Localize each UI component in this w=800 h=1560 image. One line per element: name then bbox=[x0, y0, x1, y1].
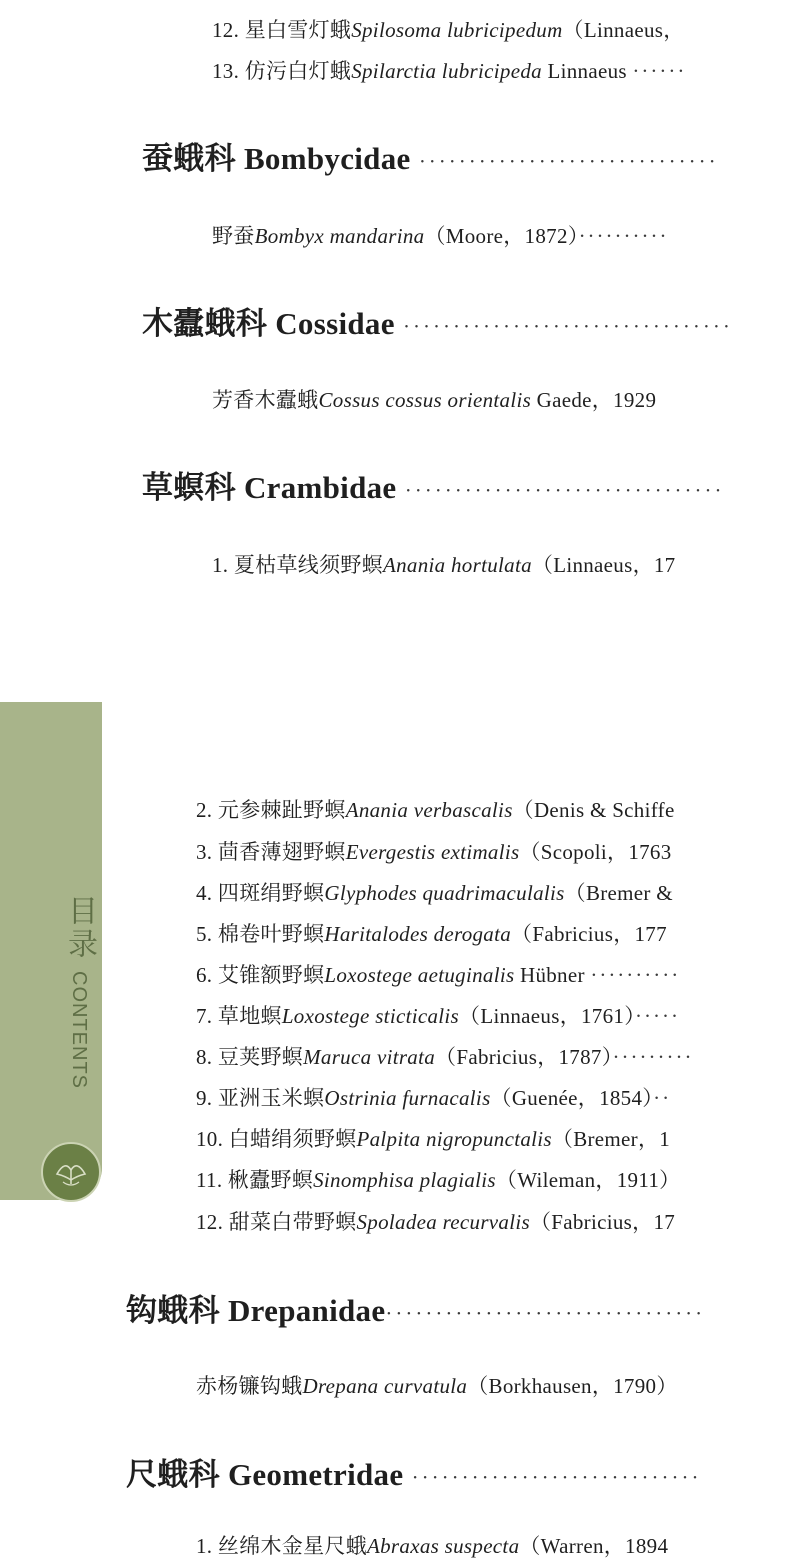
species-entry bbox=[196, 1530, 800, 1560]
entry-author: （Wileman，1911） bbox=[495, 1168, 681, 1192]
entry-author: （Linnaeus，17 bbox=[531, 553, 676, 577]
entry-prefix: 8. 豆荚野螟 bbox=[196, 1045, 304, 1069]
species-entry bbox=[196, 877, 800, 907]
entry-prefix: 13. 仿污白灯蛾 bbox=[212, 59, 352, 83]
entry-author: （Moore，1872） bbox=[424, 224, 579, 248]
entry-author: （Scopoli，1763 bbox=[519, 840, 672, 864]
leader-dots: ·········· bbox=[590, 963, 681, 987]
species-entry bbox=[196, 918, 800, 948]
leader-dots: ········· bbox=[612, 1045, 694, 1069]
contents-tab-label bbox=[41, 895, 101, 1089]
species-name: Sinomphisa plagialis bbox=[313, 1168, 496, 1192]
leader-dots: ······ bbox=[632, 59, 687, 83]
family-heading bbox=[142, 462, 800, 507]
entry-author: （Bremer，1 bbox=[551, 1127, 671, 1151]
family-heading bbox=[126, 1285, 800, 1330]
entry-author: （Linnaeus， bbox=[562, 18, 685, 42]
entry-prefix: 草螟科 Crambidae bbox=[142, 470, 397, 505]
species-entry bbox=[196, 836, 800, 866]
contents-title-en: CONTENTS bbox=[68, 971, 90, 1089]
species-name: Drepana curvatula bbox=[302, 1374, 468, 1398]
species-entry bbox=[196, 1206, 800, 1236]
leader-dots: ····························· bbox=[403, 1465, 702, 1490]
moth-emblem-svg bbox=[43, 1144, 99, 1200]
species-entry bbox=[196, 1370, 800, 1400]
species-name: Evergestis extimalis bbox=[345, 840, 520, 864]
entry-prefix: 6. 艾锥额野螟 bbox=[196, 963, 325, 987]
species-name: Maruca vitrata bbox=[303, 1045, 436, 1069]
species-entry bbox=[212, 549, 800, 579]
species-entry bbox=[196, 1164, 800, 1194]
entry-prefix: 尺蛾科 Geometridae bbox=[126, 1457, 404, 1492]
entry-author: （Fabricius，17 bbox=[529, 1210, 676, 1234]
entry-author: （Denis & Schiffe bbox=[512, 798, 675, 822]
species-entry bbox=[212, 55, 800, 85]
entry-prefix: 11. 楸蠹野螟 bbox=[196, 1168, 314, 1192]
species-name: Bombyx mandarina bbox=[254, 224, 425, 248]
entry-prefix: 1. 丝绵木金星尺蛾 bbox=[196, 1534, 367, 1558]
species-entry bbox=[196, 1123, 800, 1153]
entry-author: （Bremer & bbox=[564, 881, 673, 905]
species-name: Cossus cossus orientalis bbox=[318, 388, 532, 412]
entry-prefix: 木蠹蛾科 Cossidae bbox=[142, 306, 395, 341]
species-entry bbox=[212, 384, 800, 414]
entry-prefix: 7. 草地螟 bbox=[196, 1004, 282, 1028]
entry-author: （Fabricius，1787） bbox=[435, 1045, 613, 1069]
leader-dots: ······························ bbox=[410, 149, 719, 174]
entry-author: Gaede，1929 bbox=[531, 388, 657, 412]
family-heading bbox=[142, 298, 800, 343]
species-name: Anania verbascalis bbox=[345, 798, 513, 822]
entry-prefix: 蚕蛾科 Bombycidae bbox=[142, 141, 411, 176]
entry-prefix: 1. 夏枯草线须野螟 bbox=[212, 553, 383, 577]
leader-dots: ································ bbox=[396, 478, 725, 503]
species-name: Haritalodes derogata bbox=[324, 922, 512, 946]
entry-author: Hübner bbox=[514, 963, 591, 987]
leader-dots: ································· bbox=[394, 314, 733, 339]
family-heading bbox=[126, 1449, 800, 1494]
entry-prefix: 2. 元参棘趾野螟 bbox=[196, 798, 346, 822]
entry-prefix: 5. 棉卷叶野螟 bbox=[196, 922, 325, 946]
entry-prefix: 野蚕 bbox=[212, 224, 255, 248]
leader-dots: ································ bbox=[385, 1301, 706, 1326]
entry-author: （Warren，1894 bbox=[519, 1534, 669, 1558]
species-entry bbox=[196, 794, 800, 824]
species-name: Abraxas suspecta bbox=[367, 1534, 520, 1558]
species-entry bbox=[212, 220, 800, 250]
entry-prefix: 9. 亚洲玉米螟 bbox=[196, 1086, 325, 1110]
species-entry bbox=[196, 1041, 800, 1071]
species-entry bbox=[196, 959, 800, 989]
entry-prefix: 10. 白蜡绢须野螟 bbox=[196, 1127, 357, 1151]
entry-prefix: 芳香木蠹蛾 bbox=[212, 388, 319, 412]
entry-author: （Fabricius，177 bbox=[511, 922, 667, 946]
entry-author: （Borkhausen，1790） bbox=[467, 1374, 678, 1398]
species-name: Spoladea recurvalis bbox=[356, 1210, 530, 1234]
entry-prefix: 12. 甜菜白带野螟 bbox=[196, 1210, 357, 1234]
species-entry bbox=[196, 1082, 800, 1112]
species-name: Loxostege sticticalis bbox=[281, 1004, 460, 1028]
entry-prefix: 4. 四斑绢野螟 bbox=[196, 881, 325, 905]
species-name: Palpita nigropunctalis bbox=[356, 1127, 552, 1151]
species-name: Glyphodes quadrimaculalis bbox=[324, 881, 565, 905]
entry-prefix: 赤杨镰钩蛾 bbox=[196, 1374, 303, 1398]
family-heading bbox=[142, 133, 800, 178]
entry-author: （Guenée，1854） bbox=[490, 1086, 654, 1110]
entry-author: Linnaeus bbox=[541, 59, 633, 83]
entry-prefix: 12. 星白雪灯蛾 bbox=[212, 18, 352, 42]
entry-prefix: 钩蛾科 Drepanidae bbox=[126, 1293, 386, 1328]
leader-dots: ·········· bbox=[578, 224, 669, 248]
species-name: Spilosoma lubricipedum bbox=[351, 18, 563, 42]
moth-emblem-icon bbox=[41, 1142, 101, 1202]
species-entry bbox=[212, 14, 800, 44]
species-name: Loxostege aetuginalis bbox=[324, 963, 515, 987]
species-name: Spilarctia lubricipeda bbox=[351, 59, 542, 83]
species-name: Ostrinia furnacalis bbox=[324, 1086, 491, 1110]
entry-prefix: 3. 茴香薄翅野螟 bbox=[196, 840, 346, 864]
leader-dots: ····· bbox=[635, 1004, 680, 1028]
contents-title-cn: 目录 bbox=[62, 895, 97, 961]
leader-dots: ·· bbox=[653, 1086, 672, 1110]
species-name: Anania hortulata bbox=[383, 553, 532, 577]
species-entry bbox=[196, 1000, 800, 1030]
entry-author: （Linnaeus，1761） bbox=[459, 1004, 635, 1028]
